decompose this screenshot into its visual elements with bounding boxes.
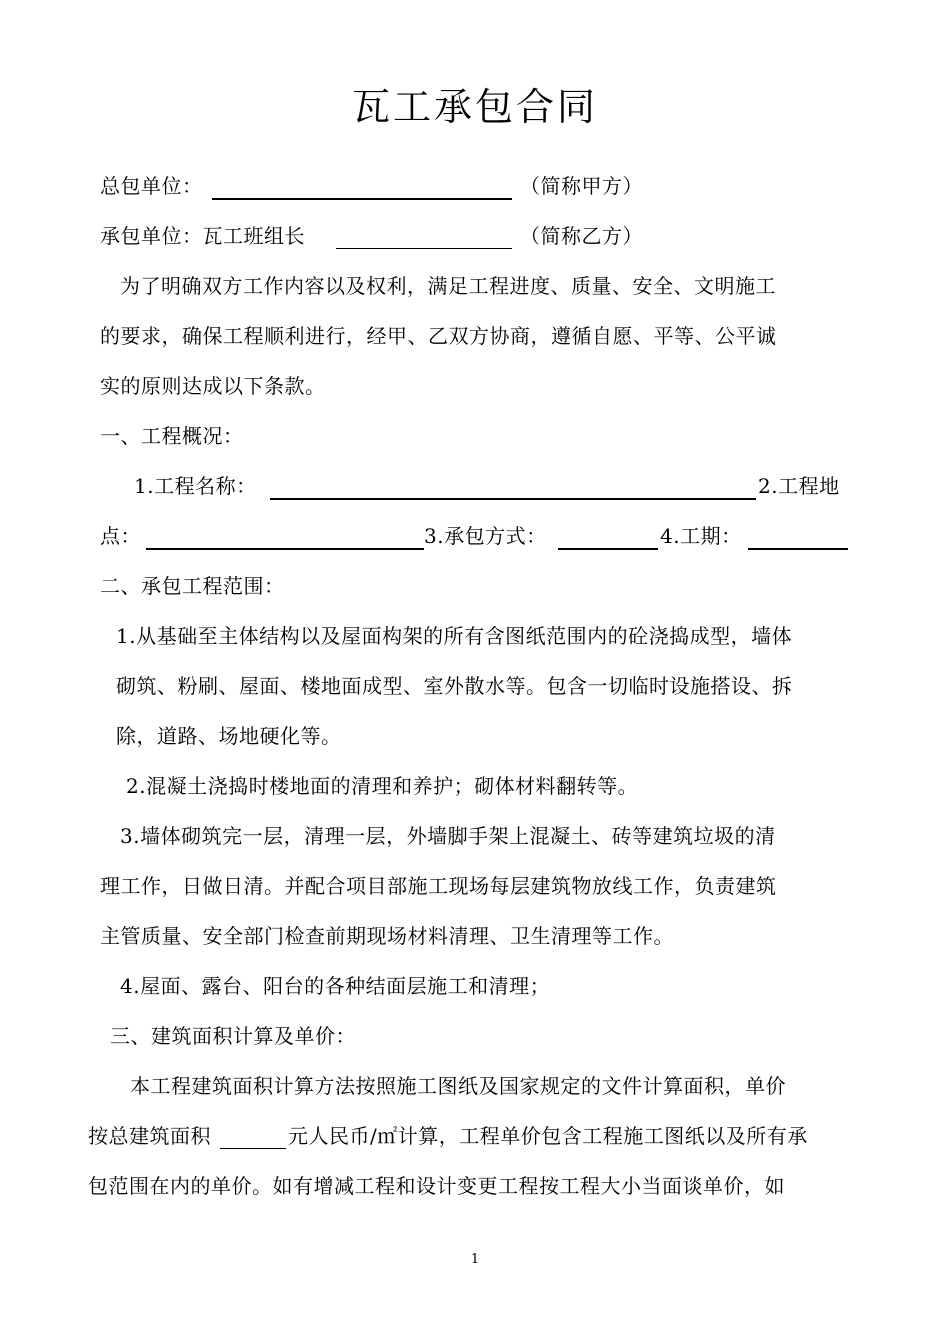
pricing-line-1: 本工程建筑面积计算方法按照施工图纸及国家规定的文件计算面积，单价 [130,1074,786,1098]
section-3-heading: 三、建筑面积计算及单价： [110,1024,356,1048]
party-b-suffix: （简称乙方） [520,224,643,248]
party-a-label: 总包单位： [100,174,203,198]
page-number: 1 [470,1252,480,1267]
scope-line-5: 3.墙体砌筑完一层，清理一层，外墙脚手架上混凝土、砖等建筑垃圾的清 [120,824,776,848]
scope-line-3: 除，道路、场地硬化等。 [116,724,342,748]
scope-line-1: 1.从基础至主体结构以及屋面构架的所有含图纸范围内的砼浇捣成型，墙体 [116,624,793,648]
preamble-line-3: 实的原则达成以下条款。 [100,374,326,398]
scope-line-8: 4.屋面、露台、阳台的各种结面层施工和清理； [120,974,551,998]
scope-line-7: 主管质量、安全部门检查前期现场材料清理、卫生清理等工作。 [100,924,674,948]
scope-line-6: 理工作，日做日清。并配合项目部施工现场每层建筑物放线工作，负责建筑 [100,874,777,898]
party-a-suffix: （简称甲方） [520,174,643,198]
duration-blank [748,548,848,550]
project-name-blank [270,498,756,500]
section-2-heading: 二、承包工程范围： [100,574,285,598]
party-a-blank [212,198,512,200]
contract-method-label: 3.承包方式： [424,524,547,548]
section-1-heading: 一、工程概况： [100,424,244,448]
document-title: 瓦工承包合同 [351,85,598,129]
preamble-line-1: 为了明确双方工作内容以及权利，满足工程进度、质量、安全、文明施工 [120,274,776,298]
party-b-blank [336,248,512,249]
project-location-blank [146,548,424,550]
duration-label: 4.工期： [660,524,742,548]
scope-line-2: 砌筑、粉刷、屋面、楼地面成型、室外散水等。包含一切临时设施搭设、拆 [116,674,793,698]
pricing-line-2-part2: 元人民币/㎡计算，工程单价包含工程施工图纸以及所有承 [288,1124,808,1148]
contract-method-blank [558,548,658,550]
project-location-label-part2: 点： [100,524,141,548]
pricing-line-2-part1: 按总建筑面积 [88,1124,211,1148]
party-b-label: 承包单位：瓦工班组长 [100,224,305,248]
preamble-line-2: 的要求，确保工程顺利进行，经甲、乙双方协商，遵循自愿、平等、公平诚 [100,324,777,348]
project-location-label-part1: 2.工程地 [758,474,840,498]
project-name-label: 1.工程名称： [134,474,257,498]
scope-line-4: 2.混凝土浇捣时楼地面的清理和养护；砌体材料翻转等。 [126,774,639,798]
pricing-line-3: 包范围在内的单价。如有增减工程和设计变更工程按工程大小当面谈单价，如 [88,1174,785,1198]
unit-price-blank [220,1148,286,1149]
